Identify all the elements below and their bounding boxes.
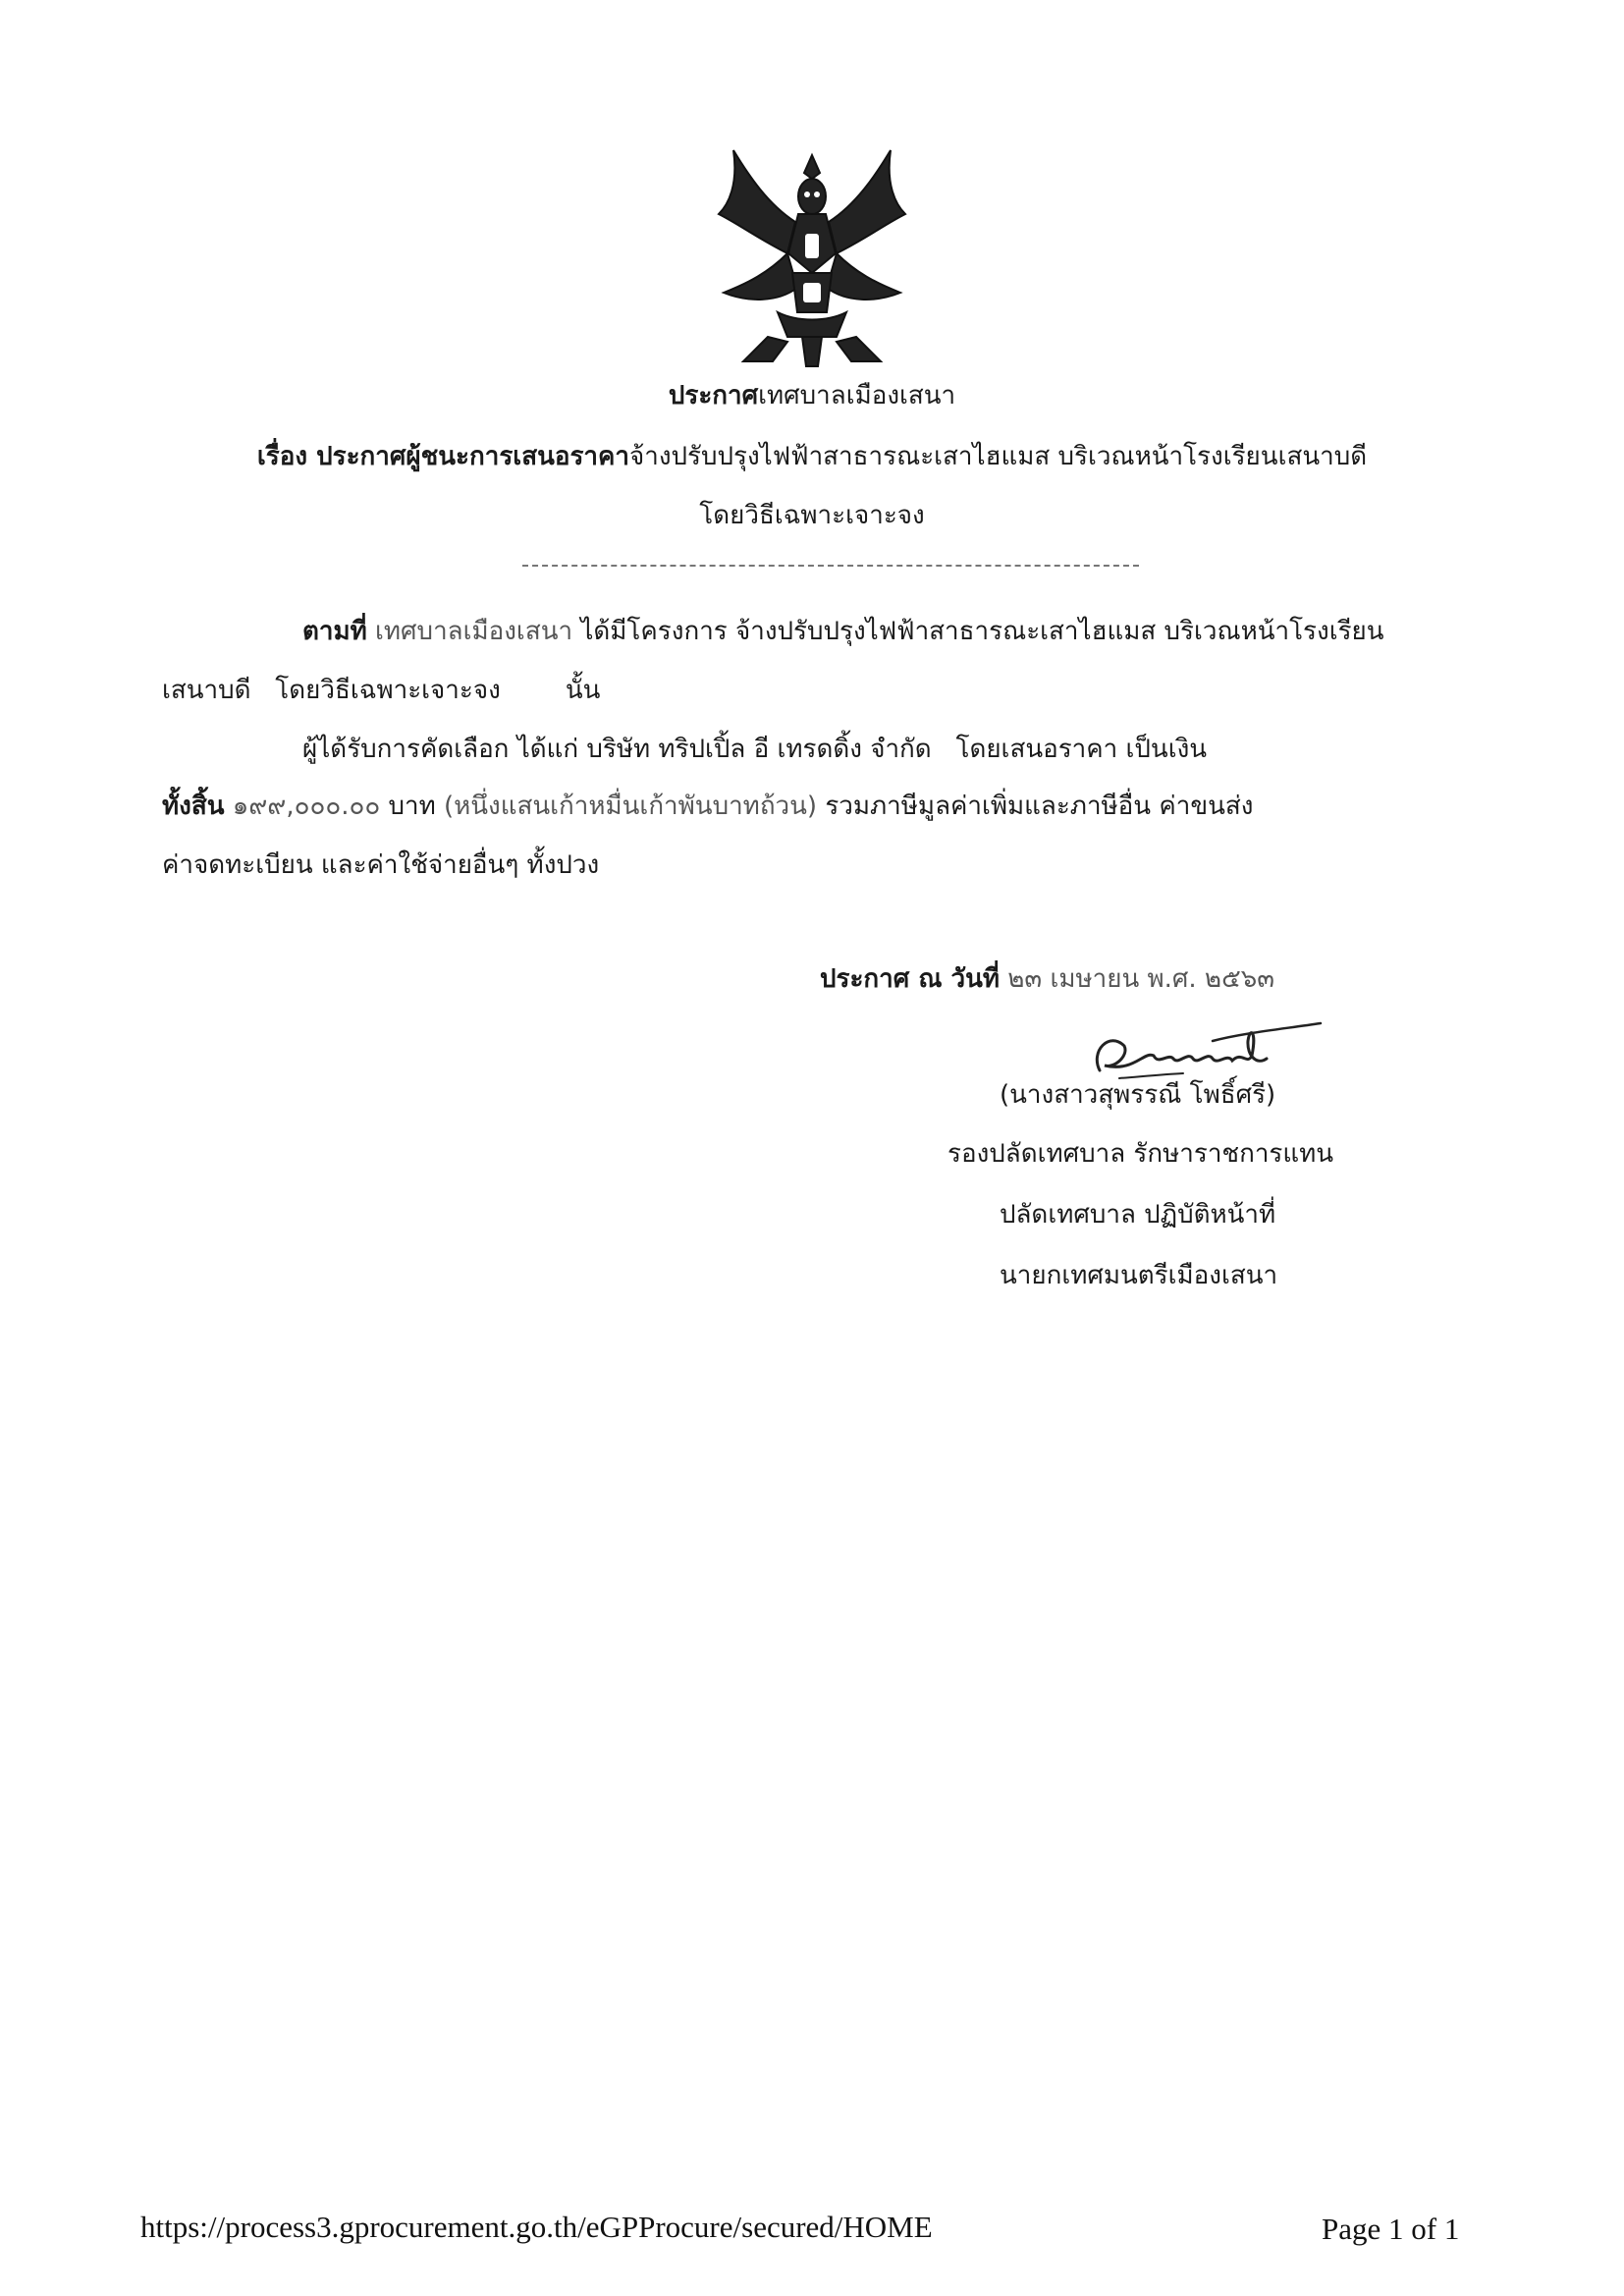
- procurement-method: โดยวิธีเฉพาะเจาะจง: [699, 501, 925, 530]
- paragraph-2-line-3: ค่าจดทะเบียน และค่าใช้จ่ายอื่นๆ ทั้งปวง: [162, 850, 600, 880]
- total-label: ทั้งสิ้น: [162, 792, 225, 821]
- announcement-title: [0, 381, 1624, 411]
- handwritten-signature: [1075, 1011, 1330, 1090]
- paragraph-1-line-2: เสนาบดี โดยวิธีเฉพาะเจาะจง นั้น: [162, 676, 601, 705]
- signatory-name: (นางสาวสุพรรณี โพธิ์ศรี): [1000, 1080, 1276, 1110]
- separator-line: [522, 565, 1139, 567]
- p1-org: เทศบาลเมืองเสนา: [375, 617, 573, 646]
- signatory-position-1: รองปลัดเทศบาล รักษาราชการแทน: [947, 1139, 1334, 1169]
- date-value: ๒๓ เมษายน พ.ศ. ๒๕๖๓: [1007, 964, 1275, 994]
- footer-page-number: Page 1 of 1: [1322, 2212, 1460, 2246]
- p1-rest: ได้มีโครงการ จ้างปรับปรุงไฟฟ้าสาธารณะเสาไฮแมส บริเวณหน้าโรงเรียน: [580, 617, 1384, 646]
- amount-in-words: (หนึ่งแสนเก้าหมื่นเก้าพันบาทถ้วน): [444, 792, 818, 821]
- date-label: ประกาศ ณ วันที่: [820, 964, 1001, 994]
- announcement-subject: [0, 442, 1624, 472]
- title-prefix: ประกาศ: [668, 381, 759, 410]
- paragraph-1-line-1: [302, 617, 1384, 647]
- title-org: เทศบาลเมืองเสนา: [758, 381, 956, 410]
- p1-lead: ตามที่: [302, 617, 367, 646]
- paragraph-2-line-2: [162, 792, 1253, 822]
- total-amount: ๑๙๙,๐๐๐.๐๐: [232, 792, 381, 821]
- garuda-emblem-icon: [709, 145, 915, 371]
- signatory-position-3: นายกเทศมนตรีเมืองเสนา: [1000, 1261, 1278, 1290]
- subject-text: จ้างปรับปรุงไฟฟ้าสาธารณะเสาไฮแมส บริเวณหน้าโรงเรียนเสนาบดี: [629, 442, 1368, 471]
- footer-url: https://process3.gprocurement.go.th/eGPProcure/secured/HOME: [140, 2210, 933, 2244]
- subject-label: เรื่อง ประกาศผู้ชนะการเสนอราคา: [256, 442, 630, 471]
- signatory-position-2: ปลัดเทศบาล ปฏิบัติหน้าที่: [1000, 1200, 1276, 1230]
- paragraph-2-line-1: ผู้ได้รับการคัดเลือก ได้แก่ บริษัท ทริปเปิ้ล อี เทรดดิ้ง จำกัด โดยเสนอราคา เป็นเงิน: [302, 735, 1208, 764]
- amount-unit: บาท: [388, 792, 436, 821]
- p2-rest: รวมภาษีมูลค่าเพิ่มและภาษีอื่น ค่าขนส่ง: [825, 792, 1254, 821]
- announcement-date: [820, 964, 1274, 995]
